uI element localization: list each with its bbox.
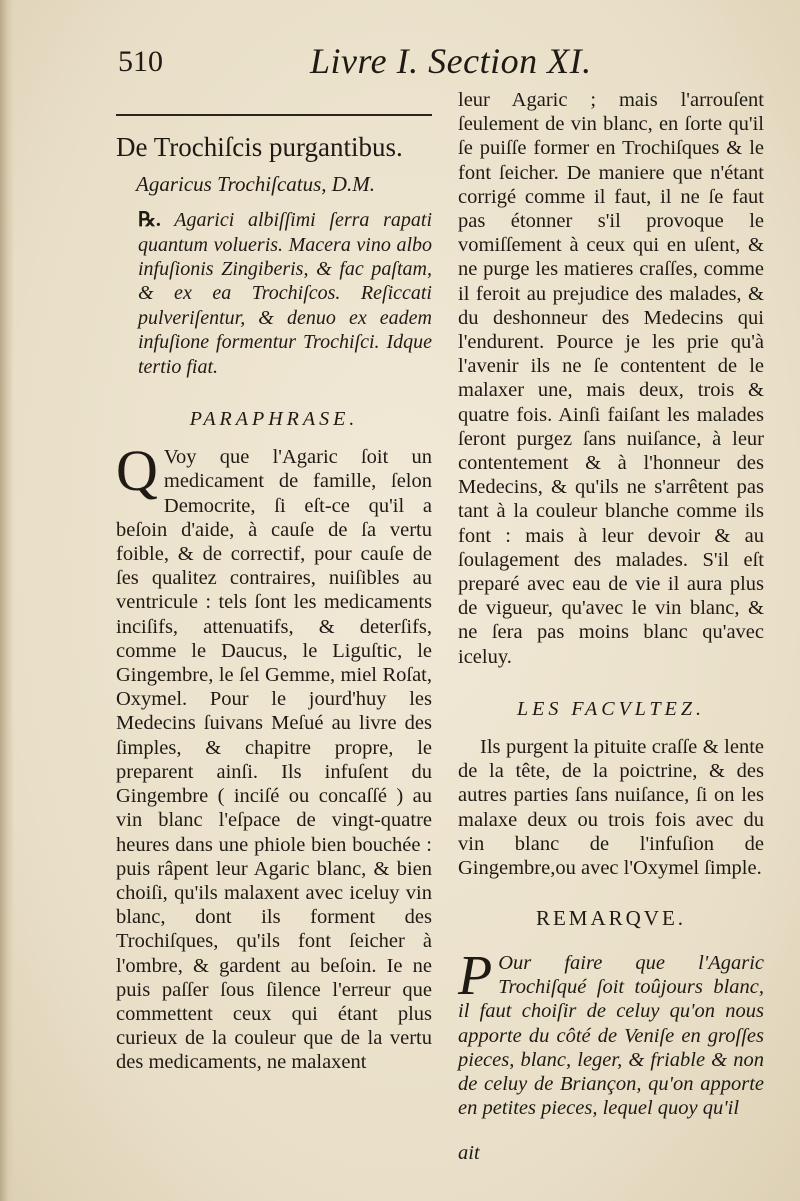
continuation-block bbox=[458, 88, 764, 669]
section-rule bbox=[116, 114, 432, 116]
page-number: 510 bbox=[118, 45, 163, 78]
recipe-block bbox=[116, 208, 432, 379]
remarque-heading: REMARQVE. bbox=[535, 906, 687, 931]
continuation-text: leur Agaric ; mais l'arrouſent ſeulement de vin blanc, en ſorte qu'il ſe puiſſe former en Trochiſques & le font ſeicher. De maniere que n'étant corrigé comme il faut, il ne ſe faut pas étonner s'il provoque le vomiſſement à ceux qui en uſent, & ne purge les matieres craſſes, comme il feroit au prejudice des malades, & du deshonneur des Medecins qui l'endurent. Pource je les prie qu'à l'avenir ils ne ſe contentent de le malaxer une, mais deux, trois & quatre fois. Ainſi faiſant les malades ſeront purgez ſans nuiſance, à leur contentement & à l'honneur des Medecins, & qu'ils ne s'arrêtent pas tant à la couleur blanche comme ils font : mais à leur devoir & au ſoulagement des malades. S'il eſt preparé avec eau de vie il aura plus de vigueur, qu'avec le vin blanc, & ne ſera pas moins blanc qu'avec iceluy. bbox=[458, 89, 764, 668]
catchword: ait bbox=[458, 1141, 480, 1164]
right-column bbox=[458, 88, 764, 1186]
paraphrase-block bbox=[116, 438, 432, 1074]
running-title: Livre I. Section XI. bbox=[310, 41, 592, 81]
paraphrase-dropcap: Q bbox=[116, 438, 158, 504]
remarque-text: Our faire que l'Agaric Trochiſqué ſoit toûjours blanc, il faut choiſir de celuy qu'on nous apporte du côté de Veniſe en groſſes pieces, blanc, leger, & friable & non de celuy de Briançon, qu'on apporte en petites pieces, lequel quoy qu'il bbox=[458, 952, 764, 1120]
recipe-subtitle: Agaricus Trochiſcatus, D.M. bbox=[136, 172, 375, 196]
section-title: De Trochiſcis purgantibus. bbox=[116, 132, 403, 162]
remarque-dropcap: P bbox=[458, 945, 493, 1007]
facultez-heading: LES FACVLTEZ. bbox=[517, 697, 705, 720]
facultez-block bbox=[458, 735, 764, 880]
paraphrase-text: Voy que l'Agaric ſoit un medicament de famille, ſelon Democrite, ſi eſt-ce qu'il a beſoin d'aide, à cauſe de ſa vertu foible, & de correctif, pour cauſe de ſes qualitez contraires, nuiſibles au ventricule : tels ſont les medicaments inciſifs, attenuatifs, & deterſifs, comme le Daucus, le Liguſtic, le Gingembre, le ſel Gemme, miel Roſat, Oxymel. Pour le jourd'huy les Medecins ſuivans Meſué au livre des ſimples, & chapitre propre, le preparent ainſi. Ils infuſent du Gingembre ( inciſé ou concaſſé ) au vin blanc l'eſpace de vingt-quatre heures dans une phiole bien bouchée : puis râpent leur Agaric blanc, & bien choiſi, qu'ils malaxent avec iceluy vin blanc, dont ils forment des Trochiſques, qu'ils font ſeicher à l'ombre, & gardent au beſoin. Ie ne puis paſſer ſous ſilence l'erreur que commettent ceux qui étant plus curieux de la couleur que de la vertu des medicaments, ne malaxent bbox=[116, 446, 432, 1074]
running-head bbox=[118, 40, 638, 84]
remarque-block bbox=[458, 945, 764, 1165]
facultez-text: Ils purgent la pituite craſſe & lente de la tête, de la poictrine, & des autres parties ſans nuiſance, ſi on les malaxe deux ou trois fois avec du vin blanc de l'infuſion de Gingembre,ou avec l'Oxymel ſimple. bbox=[458, 736, 764, 880]
recipe-symbol: ℞. bbox=[138, 209, 161, 232]
left-column bbox=[116, 108, 432, 1075]
page-binding-edge bbox=[0, 0, 14, 1201]
paraphrase-heading: PARAPHRASE. bbox=[189, 408, 359, 431]
recipe-text: Agarici albiſſimi ſerra rapati quantum volueris. Macera vino albo infuſionis Zingiberis, & fac paſtam, & ex ea Trochiſcos. Reſiccati pulveriſentur, & denuo ex eadem infuſione formentur Trochiſci. Idque tertio fiat. bbox=[138, 209, 432, 378]
